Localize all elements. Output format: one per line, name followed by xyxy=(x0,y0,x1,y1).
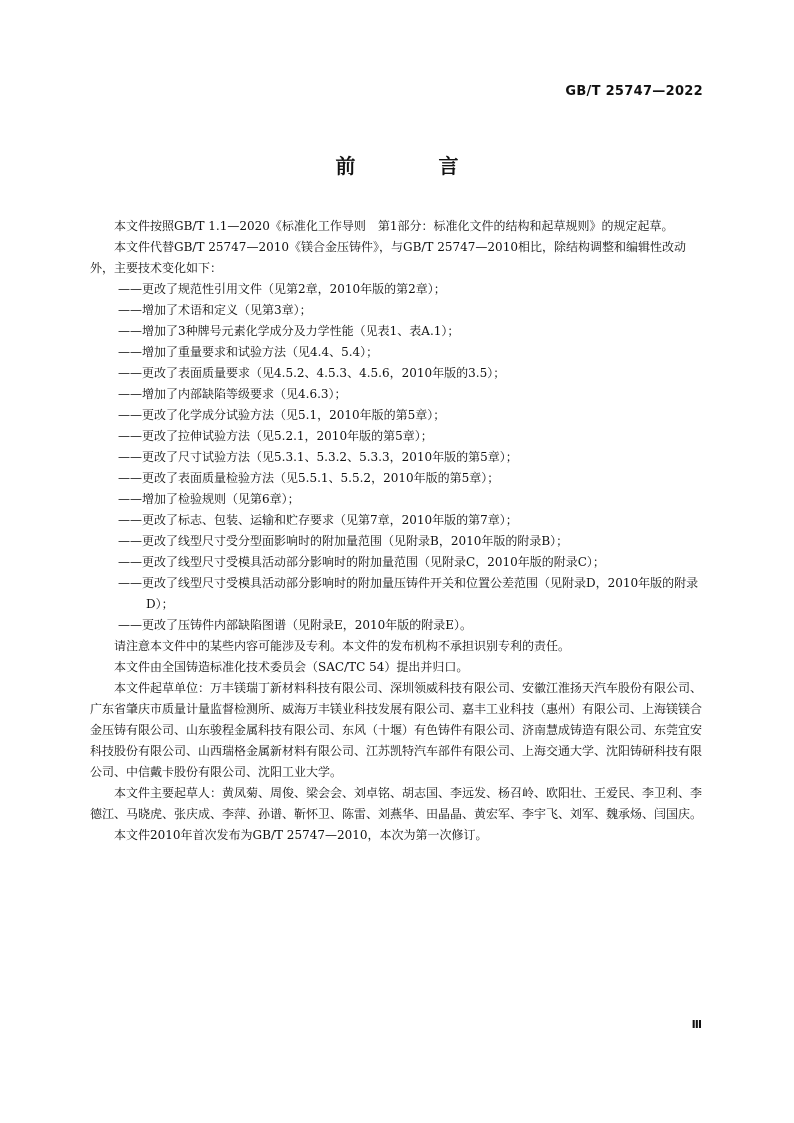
list-item: ——更改了规范性引用文件（见第2章，2010年版的第2章）； xyxy=(118,282,446,296)
page-number: Ⅲ xyxy=(691,1018,702,1031)
list-item: ——增加了重量要求和试验方法（见4.4、5.4）； xyxy=(118,345,379,359)
list-item: ——更改了表面质量要求（见4.5.2、4.5.3、4.5.6，2010年版的3.5）； xyxy=(118,366,506,380)
list-item: ——更改了化学成分试验方法（见5.1，2010年版的第5章）； xyxy=(118,408,446,422)
list-item: ——更改了压铸件内部缺陷图谱（见附录E，2010年版的附录E）。 xyxy=(118,618,473,632)
list-item: ——更改了线型尺寸受分型面影响时的附加量范围（见附录B，2010年版的附录B）； xyxy=(118,534,569,548)
intro-paragraph: 本文件代替GB/T 25747—2010《镁合金压铸件》，与GB/T 25747—2010相比，除结构调整和编辑性改动外，主要技术变化如下： xyxy=(90,240,686,275)
change-list xyxy=(90,279,706,636)
list-item: ——增加了内部缺陷等级要求（见4.6.3）； xyxy=(118,387,347,401)
list-item: ——增加了3种牌号元素化学成分及力学性能（见表1、表A.1）； xyxy=(118,324,460,338)
committee-paragraph: 本文件由全国铸造标准化技术委员会（SAC/TC 54）提出并归口。 xyxy=(114,660,469,674)
intro-paragraph: 本文件按照GB/T 1.1—2020《标准化工作导则 第1部分：标准化文件的结构和起草规则》的规定起草。 xyxy=(114,219,674,233)
drafters-paragraph: 本文件主要起草人：黄凤菊、周俊、梁会会、刘卓铭、胡志国、李远发、杨召岭、欧阳壮、王爱民、李卫利、李德江、马晓虎、张庆成、李萍、孙谱、靳怀卫、陈雷、刘燕华、田晶晶、黄宏军、李宇飞、刘军、魏承炀、闫国庆。 xyxy=(90,786,703,821)
list-item: ——更改了表面质量检验方法（见5.5.1、5.5.2，2010年版的第5章）； xyxy=(118,471,500,485)
list-item: ——更改了线型尺寸受模具活动部分影响时的附加量压铸件开关和位置公差范围（见附录D，2010年版的附录D）； xyxy=(118,576,699,611)
standard-number: GB/T 25747—2022 xyxy=(565,84,703,99)
list-item: ——更改了线型尺寸受模具活动部分影响时的附加量范围（见附录C，2010年版的附录C）； xyxy=(118,555,605,569)
document-body xyxy=(90,216,706,846)
patent-notice: 请注意本文件中的某些内容可能涉及专利。本文件的发布机构不承担识别专利的责任。 xyxy=(114,639,571,653)
list-item: ——增加了检验规则（见第6章）； xyxy=(118,492,300,506)
list-item: ——更改了尺寸试验方法（见5.3.1、5.3.2、5.3.3，2010年版的第5章）； xyxy=(118,450,518,464)
list-item: ——更改了拉伸试验方法（见5.2.1，2010年版的第5章）； xyxy=(118,429,433,443)
list-item: ——增加了术语和定义（见第3章）； xyxy=(118,303,312,317)
page-title: 前 言 xyxy=(335,154,497,178)
list-item: ——更改了标志、包装、运输和贮存要求（见第7章，2010年版的第7章）； xyxy=(118,513,518,527)
history-paragraph: 本文件2010年首次发布为GB/T 25747—2010，本次为第一次修订。 xyxy=(114,828,488,842)
drafting-units-paragraph: 本文件起草单位：万丰镁瑞丁新材料科技有限公司、深圳领威科技有限公司、安徽江淮扬天汽车股份有限公司、广东省肇庆市质量计量监督检测所、威海万丰镁业科技发展有限公司、嘉丰工业科技（惠州）有限公司、上海镁镁合金压铸有限公司、山东骏程金属科技有限公司、东风（十堰）有色铸件有限公司、济南慧成铸造有限公司、东莞宜安科技股份有限公司、山西瑞格金属新材料有限公司、江苏凯特汽车部件有限公司、上海交通大学、沈阳铸研科技有限公司、中信戴卡股份有限公司、沈阳工业大学。 xyxy=(90,681,703,779)
